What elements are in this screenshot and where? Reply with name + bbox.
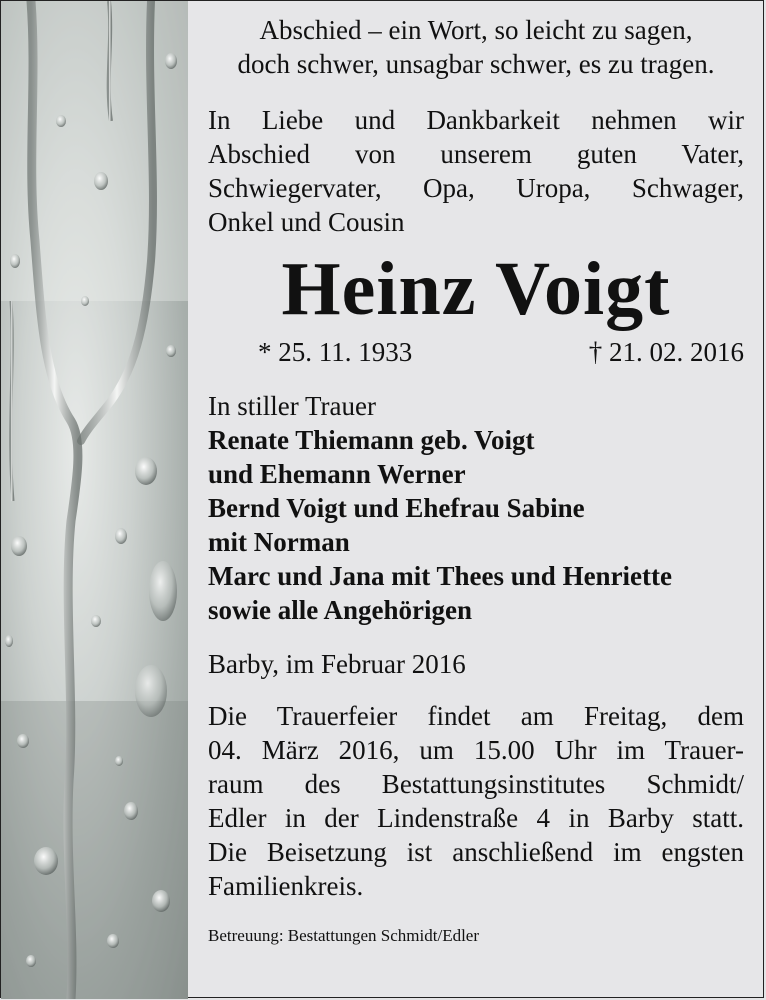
intro-paragraph: [208, 103, 744, 239]
ceremony-line: raum des Bestattungsinstitutes Schmidt/: [208, 769, 744, 799]
mourner-line: sowie alle Angehörigen: [208, 595, 472, 625]
place-date: Barby, im Februar 2016: [208, 649, 466, 679]
mourners-heading: In stiller Trauer: [208, 391, 376, 421]
ceremony-paragraph: [208, 699, 744, 903]
water-drops-illustration: [1, 1, 188, 999]
birth-date: * 25. 11. 1933: [258, 337, 413, 367]
life-dates: [208, 335, 744, 369]
deceased-name: Heinz Voigt: [281, 247, 671, 331]
intro-line: Schwiegervater, Opa, Uropa, Schwager,: [208, 173, 744, 203]
poem-line: Abschied – ein Wort, so leicht zu sagen,: [259, 15, 693, 45]
mourner-line: Marc und Jana mit Thees und Henriette: [208, 561, 673, 591]
poem-line: doch schwer, unsagbar schwer, es zu tragen.: [237, 49, 715, 79]
ceremony-line: Die Beisetzung ist anschließend im engsten: [208, 837, 744, 867]
mourner-line: und Ehemann Werner: [208, 459, 466, 489]
mourner-line: Renate Thiemann geb. Voigt: [208, 425, 535, 455]
intro-line: In Liebe und Dankbarkeit nehmen wir: [208, 105, 744, 135]
death-date: † 21. 02. 2016: [588, 337, 744, 367]
mourner-line: Bernd Voigt und Ehefrau Sabine: [208, 493, 585, 523]
mourners-block: [208, 389, 744, 627]
poem: [208, 13, 744, 81]
ceremony-line: 04. März 2016, um 15.00 Uhr im Trauer-: [208, 735, 744, 765]
rain-window-photo: [1, 1, 188, 999]
intro-line: Abschied von unserem guten Vater,: [208, 139, 744, 169]
footer-credit: Betreuung: Bestattungen Schmidt/Edler: [208, 926, 480, 945]
intro-line: Onkel und Cousin: [208, 207, 405, 237]
ceremony-line: Edler in der Lindenstraße 4 in Barby statt.: [208, 803, 744, 833]
mourner-line: mit Norman: [208, 527, 350, 557]
ceremony-line: Familienkreis.: [208, 871, 364, 901]
notice-text: [208, 13, 744, 947]
ceremony-line: Die Trauerfeier findet am Freitag, dem: [208, 701, 744, 731]
